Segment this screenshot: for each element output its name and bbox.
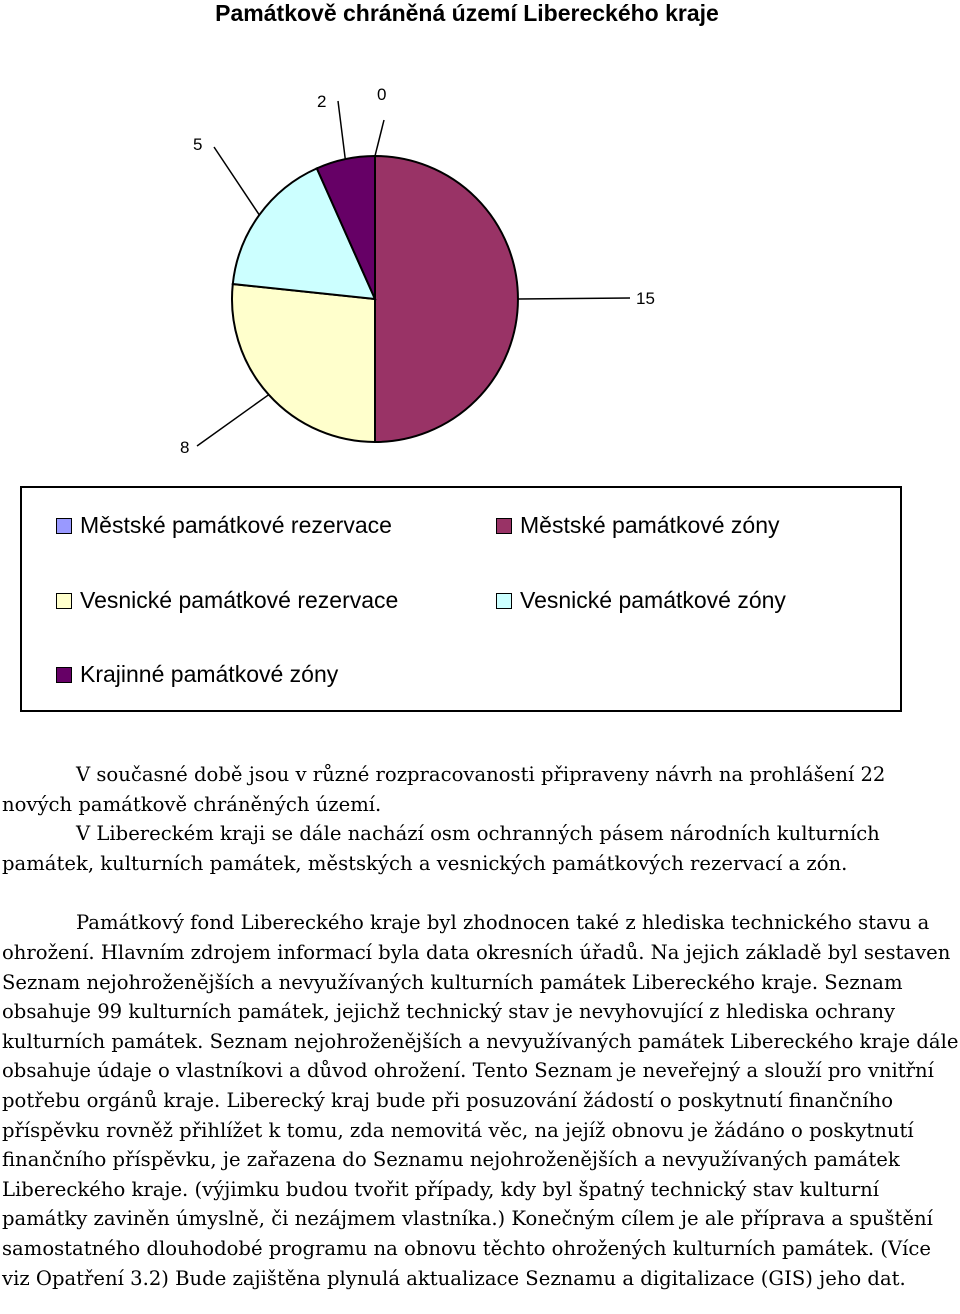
- pie-slice: [232, 284, 375, 442]
- legend-label: Městské památkové rezervace: [80, 512, 392, 538]
- leader-line: [197, 395, 269, 446]
- paragraph: V Libereckém kraji se dále nachází osm ochranných pásem národních kulturních památek, kulturních památek, městských a vesnických památkových rezervací a zón.: [2, 822, 880, 875]
- pie-slice: [375, 156, 518, 442]
- legend-item-mestske-rezervace: [56, 512, 392, 539]
- legend-swatch: [56, 518, 72, 534]
- chart-legend: [20, 486, 902, 712]
- legend-label: Vesnické památkové rezervace: [80, 587, 399, 613]
- data-label: 2: [317, 92, 327, 111]
- legend-swatch: [496, 518, 512, 534]
- leader-line: [518, 298, 630, 299]
- data-label: 15: [636, 289, 655, 308]
- leader-line: [375, 120, 384, 156]
- data-label: 5: [193, 135, 203, 154]
- paragraph: Památkový fond Libereckého kraje byl zhodnocen také z hlediska technického stavu a ohrožení. Hlavním zdrojem informací byla data okresních úřadů. Na jejich základě byl sestaven Seznam nejohroženějších a nevyužívaných kulturních památek Libereckého kraje. Seznam obsahuje 99 kulturních památek, jejichž technický stav je nevyhovující z hlediska ochrany kulturních památek. Seznam nejohroženějších a nevyužívaných památek Libereckého kraje dále obsahuje údaje o vlastníkovi a důvod ohrožení. Tento Seznam je neveřejný a slouží pro vnitřní potřebu orgánů kraje. Liberecký kraj bude při posuzování žádostí o poskytnutí finančního příspěvku rovněž přihlížet k tomu, zda nemovitá věc, na jejíž obnovu je žádáno o poskytnutí finančního příspěvku, je zařazena do Seznamu nejohroženějších a nevyužívaných památek Libereckého kraje. (výjimku budou tvořit případy, kdy byl špatný technický stav kulturní památky zaviněn úmyslně, či nezájmem vlastníka.) Konečným cílem je ale příprava a spuštění samostatného dlouhodobé programu na obnovu těchto ohrožených kulturních památek. (Více viz Opatření 3.2) Bude zajištěna plynulá aktualizace Seznamu a digitalizace (GIS) jeho dat.: [2, 911, 959, 1290]
- pie-chart: [0, 60, 960, 460]
- leader-line: [214, 147, 259, 215]
- legend-swatch: [496, 593, 512, 609]
- legend-label: Městské památkové zóny: [520, 512, 780, 538]
- legend-swatch: [56, 667, 72, 683]
- legend-label: Vesnické památkové zóny: [520, 587, 786, 613]
- legend-item-vesnicke-zony: [496, 587, 786, 614]
- legend-item-mestske-zony: [496, 512, 780, 539]
- body-text: [2, 760, 960, 1293]
- legend-swatch: [56, 593, 72, 609]
- legend-item-vesnicke-rezervace: [56, 587, 398, 614]
- chart-title: Památkově chráněná území Libereckého kraje: [215, 0, 719, 26]
- data-label: 8: [180, 438, 190, 457]
- paragraph: V současné době jsou v různé rozpracovanosti připraveny návrh na prohlášení 22 nových památkově chráněných území.: [2, 763, 886, 816]
- leader-line: [338, 101, 345, 159]
- data-label: 0: [377, 85, 387, 104]
- legend-item-krajinne-zony: [56, 661, 338, 688]
- legend-label: Krajinné památkové zóny: [80, 661, 339, 687]
